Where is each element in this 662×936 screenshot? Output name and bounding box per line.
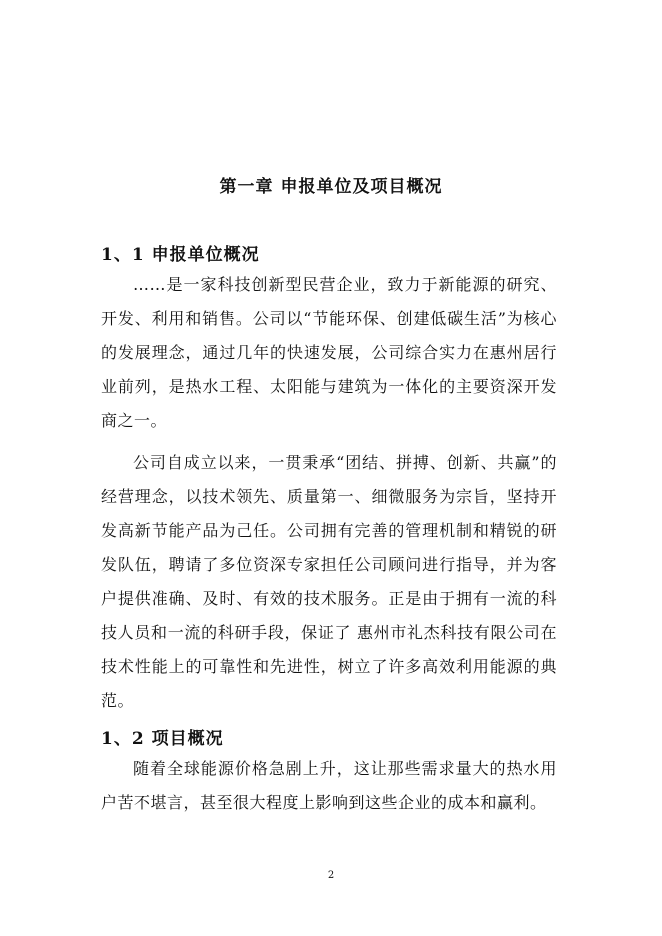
section-heading-1-2: 1、2 项目概况 <box>101 729 224 749</box>
paragraph-project-overview: 随着全球能源价格急剧上升，这让那些需求量大的热水用户苦不堪言，甚至很大程度上影响到这些企业的成本和赢利。 <box>101 759 557 812</box>
section-heading-1-1: 1、1 申报单位概况 <box>101 245 260 265</box>
chapter-title: 第一章 申报单位及项目概况 <box>219 177 443 197</box>
paragraph-company-philosophy: 公司自成立以来，一贯秉承“团结、拼搏、创新、共赢”的经营理念，以技术领先、质量第一、细微服务为宗旨，坚持开发高新节能产品为己任。公司拥有完善的管理机制和精锐的研发队伍，聘请了多位资深专家担任公司顾问进行指导，并为客户提供准确、及时、有效的技术服务。正是由于拥有一流的科技人员和一流的科研手段，保证了 惠州市礼杰科技有限公司在技术性能上的可靠性和先进性，树立了许多高效利用能源的典范。 <box>101 453 557 710</box>
page-number: 2 <box>327 870 335 881</box>
paragraph-company-intro: ……是一家科技创新型民营企业，致力于新能源的研究、开发、利用和销售。公司以“节能环保、创建低碳生活”为核心的发展理念，通过几年的快速发展，公司综合实力在惠州居行业前列，是热水工程、太阳能与建筑为一体化的主要资深开发商之一。 <box>101 275 557 430</box>
